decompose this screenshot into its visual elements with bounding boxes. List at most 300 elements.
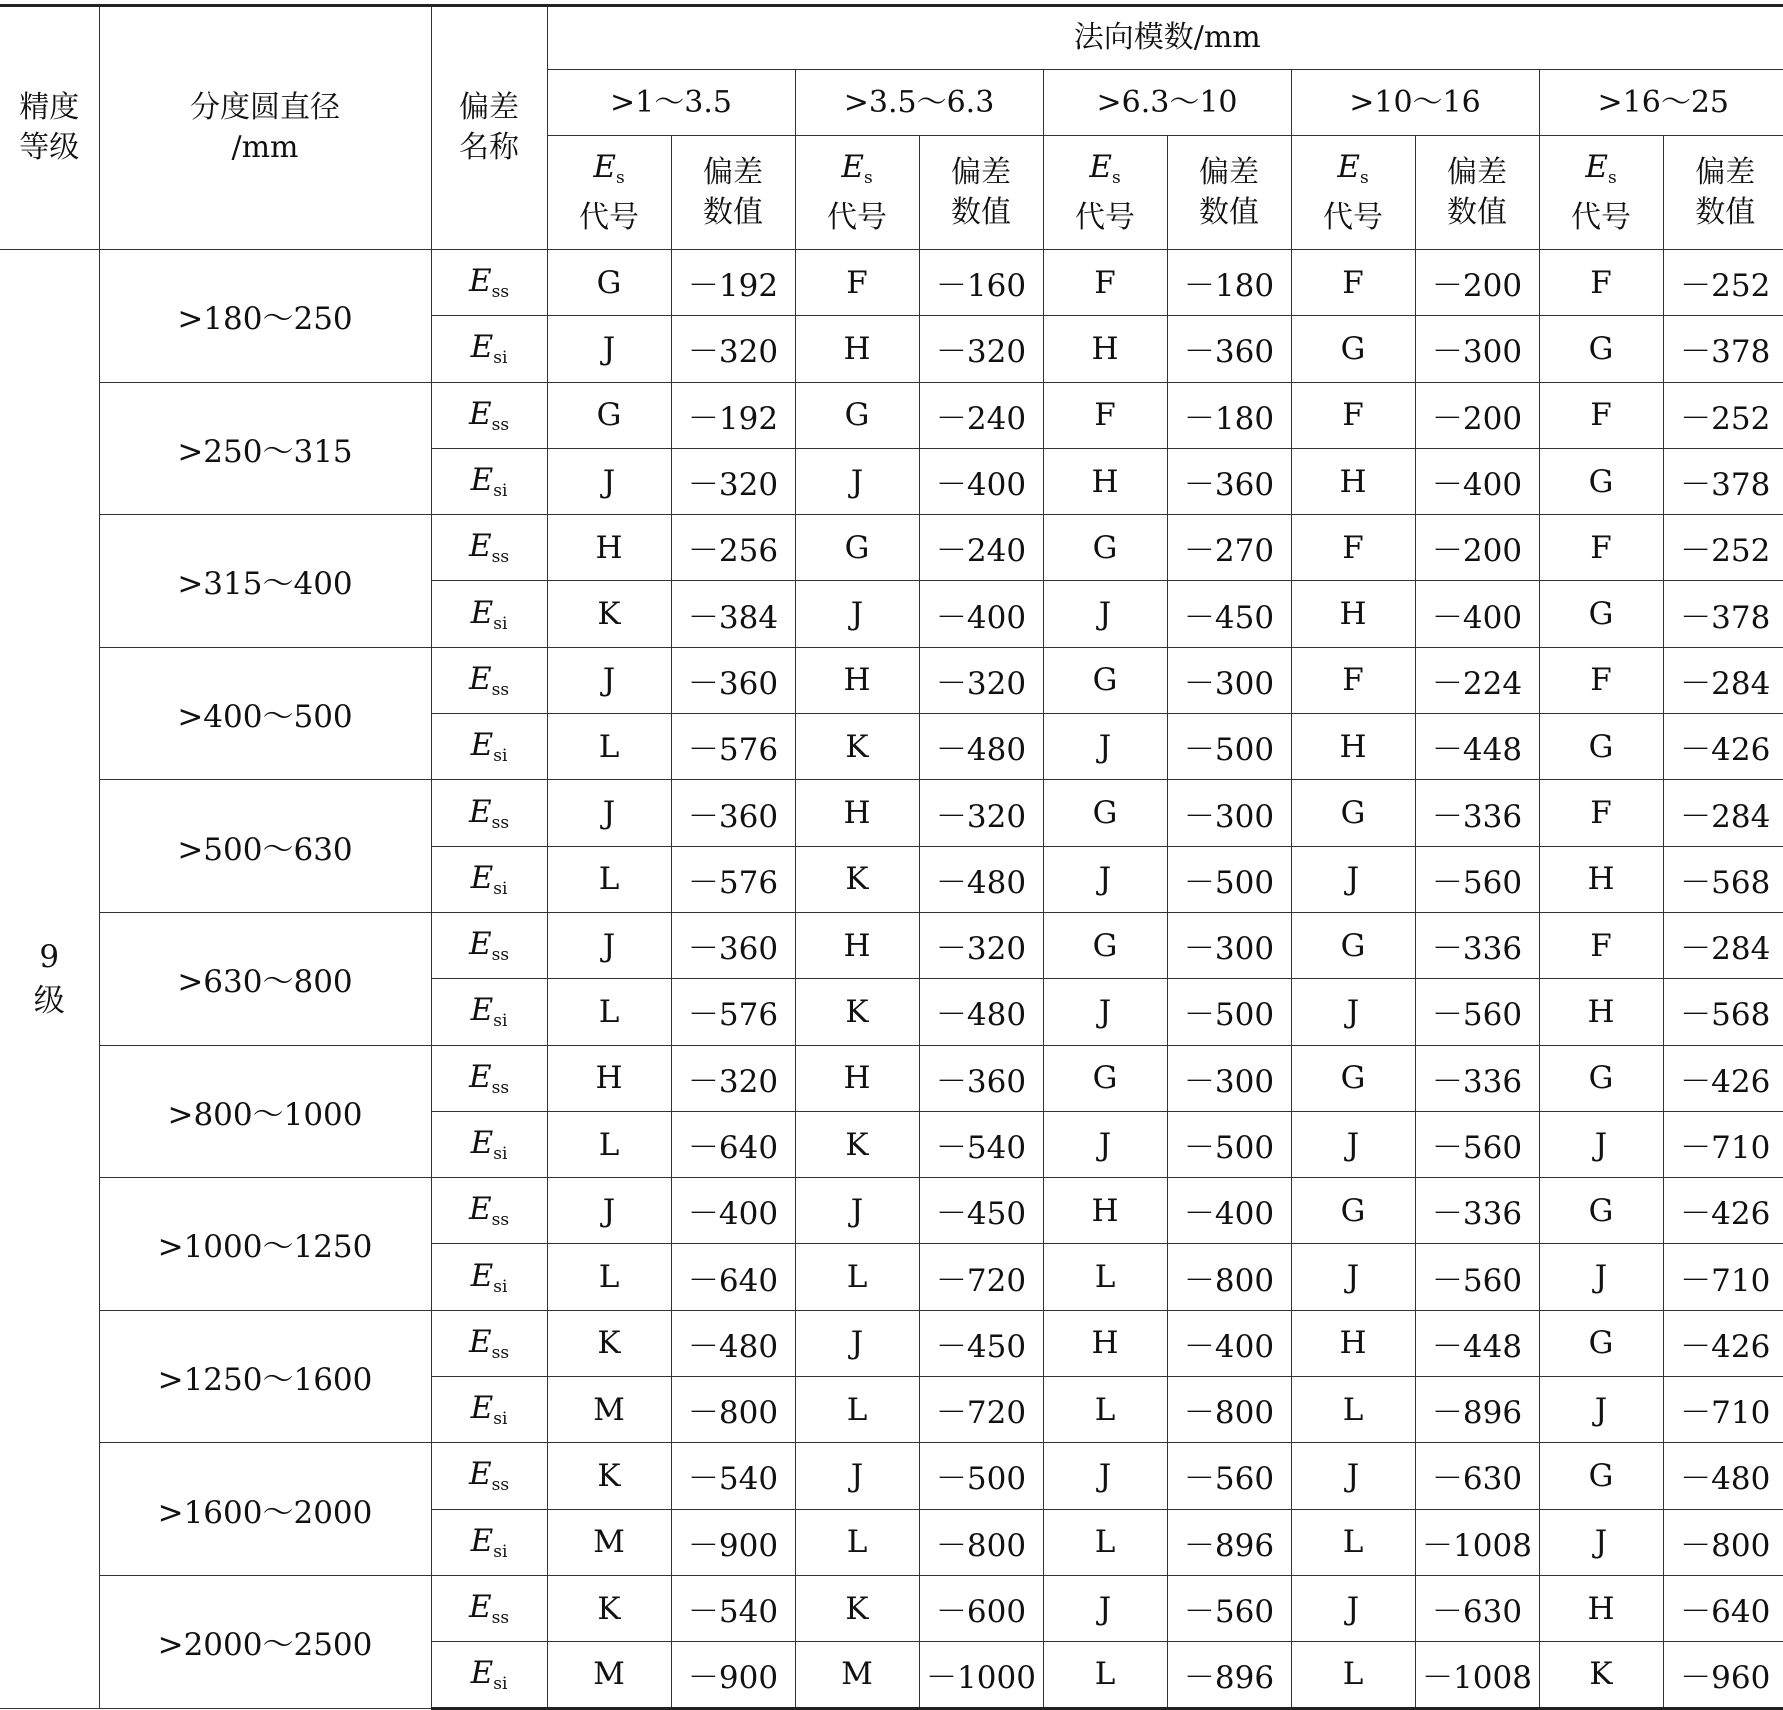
deviation-value-cell: －568: [1663, 846, 1783, 912]
deviation-name-cell: $E_{ss}$: [431, 1443, 547, 1509]
header-code-symbol: $E_s$: [593, 149, 625, 188]
deviation-value-cell: －630: [1415, 1443, 1539, 1509]
deviation-code-cell: K: [547, 1443, 671, 1509]
deviation-value-cell: －252: [1663, 382, 1783, 448]
header-code-symbol: $E_s$: [1337, 149, 1369, 188]
deviation-value-cell: －426: [1663, 1045, 1783, 1111]
deviation-value-cell: －480: [919, 846, 1043, 912]
deviation-value-cell: －480: [919, 714, 1043, 780]
deviation-value-cell: －710: [1663, 1377, 1783, 1443]
deviation-value-cell: －360: [671, 912, 795, 978]
deviation-code-cell: K: [795, 1111, 919, 1177]
deviation-value-cell: －400: [919, 581, 1043, 647]
deviation-code-cell: F: [1291, 647, 1415, 713]
deviation-value-cell: －560: [1415, 846, 1539, 912]
deviation-value-cell: －900: [671, 1509, 795, 1575]
header-precision-grade: 精度等级: [0, 6, 99, 250]
deviation-code-cell: L: [795, 1244, 919, 1310]
deviation-code-cell: L: [547, 846, 671, 912]
deviation-code-cell: H: [795, 316, 919, 382]
deviation-code-cell: J: [1043, 1443, 1167, 1509]
deviation-code-cell: F: [1043, 250, 1167, 316]
deviation-code-cell: G: [1539, 1310, 1663, 1376]
pitch-diameter-cell: >800～1000: [99, 1045, 431, 1178]
deviation-value-cell: －800: [919, 1509, 1043, 1575]
deviation-code-cell: H: [795, 647, 919, 713]
deviation-value-cell: －896: [1415, 1377, 1539, 1443]
deviation-value-cell: －336: [1415, 912, 1539, 978]
deviation-value-cell: －480: [671, 1310, 795, 1376]
deviation-value-cell: －320: [671, 1045, 795, 1111]
deviation-code-cell: H: [1291, 448, 1415, 514]
header-value: 偏差数值: [671, 136, 795, 250]
deviation-code-cell: G: [1539, 714, 1663, 780]
deviation-name-cell: $E_{si}$: [431, 1377, 547, 1443]
deviation-value-cell: －320: [919, 316, 1043, 382]
pitch-diameter-cell: >180～250: [99, 250, 431, 383]
deviation-code-cell: L: [547, 1244, 671, 1310]
deviation-name-cell: $E_{ss}$: [431, 1178, 547, 1244]
deviation-code-cell: F: [1539, 912, 1663, 978]
deviation-code-cell: G: [1291, 1045, 1415, 1111]
deviation-name-cell: $E_{si}$: [431, 448, 547, 514]
deviation-code-cell: H: [1539, 979, 1663, 1045]
deviation-value-cell: －1008: [1415, 1509, 1539, 1575]
deviation-code-cell: G: [1043, 515, 1167, 581]
deviation-code-cell: H: [1291, 1310, 1415, 1376]
deviation-name-cell: $E_{ss}$: [431, 780, 547, 846]
deviation-code-cell: J: [795, 1443, 919, 1509]
deviation-code-cell: J: [1043, 846, 1167, 912]
pitch-diameter-cell: >400～500: [99, 647, 431, 780]
deviation-code-cell: L: [795, 1377, 919, 1443]
deviation-value-cell: －200: [1415, 515, 1539, 581]
deviation-value-cell: －284: [1663, 780, 1783, 846]
table-body: [0, 250, 1783, 1709]
deviation-value-cell: －378: [1663, 581, 1783, 647]
deviation-value-cell: －896: [1167, 1509, 1291, 1575]
deviation-value-cell: －360: [671, 647, 795, 713]
header-value: 偏差数值: [1415, 136, 1539, 250]
deviation-value-cell: －300: [1415, 316, 1539, 382]
deviation-value-cell: －900: [671, 1642, 795, 1708]
table-row: [0, 780, 1783, 846]
deviation-value-cell: －560: [1167, 1575, 1291, 1641]
header-module-range: >3.5～6.3: [795, 70, 1043, 136]
deviation-name-cell: $E_{ss}$: [431, 250, 547, 316]
deviation-name-cell: $E_{ss}$: [431, 515, 547, 581]
deviation-code-cell: L: [1043, 1509, 1167, 1575]
header-code: [547, 136, 671, 250]
deviation-value-cell: －320: [671, 316, 795, 382]
deviation-value-cell: －710: [1663, 1111, 1783, 1177]
deviation-value-cell: －200: [1415, 382, 1539, 448]
deviation-code-cell: H: [547, 515, 671, 581]
deviation-value-cell: －500: [1167, 1111, 1291, 1177]
header-normal-module: 法向模数/mm: [547, 6, 1783, 70]
header-code-symbol: $E_s$: [841, 149, 873, 188]
deviation-value-cell: －560: [1167, 1443, 1291, 1509]
header-code: [1043, 136, 1167, 250]
deviation-code-cell: G: [1291, 780, 1415, 846]
header-deviation-name: 偏差名称: [431, 6, 547, 250]
deviation-name-cell: $E_{si}$: [431, 1642, 547, 1708]
deviation-value-cell: －426: [1663, 1178, 1783, 1244]
deviation-table: [0, 4, 1783, 1710]
deviation-code-cell: G: [1291, 1178, 1415, 1244]
table-row: [0, 250, 1783, 316]
deviation-code-cell: K: [795, 846, 919, 912]
deviation-code-cell: H: [1539, 1575, 1663, 1641]
deviation-code-cell: F: [1539, 647, 1663, 713]
deviation-name-cell: $E_{si}$: [431, 1509, 547, 1575]
deviation-name-cell: $E_{si}$: [431, 316, 547, 382]
deviation-code-cell: L: [547, 714, 671, 780]
deviation-code-cell: J: [547, 1178, 671, 1244]
header-module-range: >10～16: [1291, 70, 1539, 136]
deviation-value-cell: －500: [1167, 714, 1291, 780]
deviation-code-cell: G: [1291, 912, 1415, 978]
deviation-code-cell: L: [1043, 1244, 1167, 1310]
deviation-name-cell: $E_{ss}$: [431, 1575, 547, 1641]
header-value: 偏差数值: [919, 136, 1043, 250]
deviation-code-cell: H: [1291, 581, 1415, 647]
header-value: 偏差数值: [1167, 136, 1291, 250]
deviation-code-cell: K: [795, 714, 919, 780]
deviation-code-cell: F: [1043, 382, 1167, 448]
deviation-code-cell: G: [795, 382, 919, 448]
deviation-value-cell: －320: [919, 912, 1043, 978]
deviation-code-cell: J: [547, 780, 671, 846]
deviation-code-cell: L: [795, 1509, 919, 1575]
deviation-code-cell: L: [1043, 1642, 1167, 1708]
deviation-code-cell: J: [1291, 1443, 1415, 1509]
deviation-value-cell: －720: [919, 1244, 1043, 1310]
deviation-name-cell: $E_{si}$: [431, 1244, 547, 1310]
pitch-diameter-cell: >315～400: [99, 515, 431, 648]
deviation-code-cell: F: [1291, 250, 1415, 316]
deviation-code-cell: J: [1043, 979, 1167, 1045]
deviation-code-cell: M: [547, 1377, 671, 1443]
deviation-code-cell: H: [1043, 1178, 1167, 1244]
deviation-name-cell: $E_{si}$: [431, 979, 547, 1045]
deviation-value-cell: －426: [1663, 714, 1783, 780]
deviation-code-cell: J: [1539, 1244, 1663, 1310]
deviation-value-cell: －192: [671, 250, 795, 316]
deviation-code-cell: F: [1291, 515, 1415, 581]
deviation-value-cell: －720: [919, 1377, 1043, 1443]
deviation-value-cell: －480: [1663, 1443, 1783, 1509]
precision-grade-char: 级: [33, 982, 65, 1019]
deviation-code-cell: F: [1539, 382, 1663, 448]
deviation-value-cell: －320: [919, 647, 1043, 713]
deviation-value-cell: －252: [1663, 250, 1783, 316]
deviation-code-cell: J: [1291, 846, 1415, 912]
deviation-value-cell: －320: [671, 448, 795, 514]
deviation-code-cell: G: [1539, 1045, 1663, 1111]
deviation-code-cell: H: [1291, 714, 1415, 780]
deviation-value-cell: －400: [919, 448, 1043, 514]
deviation-code-cell: G: [1539, 581, 1663, 647]
table-row: [0, 1443, 1783, 1509]
deviation-value-cell: －284: [1663, 647, 1783, 713]
deviation-value-cell: －400: [1415, 581, 1539, 647]
deviation-code-cell: J: [1043, 1111, 1167, 1177]
deviation-value-cell: －160: [919, 250, 1043, 316]
deviation-name-cell: $E_{si}$: [431, 1111, 547, 1177]
pitch-diameter-cell: >500～630: [99, 780, 431, 913]
deviation-code-cell: J: [1291, 1111, 1415, 1177]
deviation-value-cell: －576: [671, 714, 795, 780]
deviation-code-cell: G: [1539, 448, 1663, 514]
deviation-value-cell: －252: [1663, 515, 1783, 581]
deviation-code-cell: J: [1539, 1111, 1663, 1177]
header-module-range: >6.3～10: [1043, 70, 1291, 136]
deviation-code-cell: J: [1043, 1575, 1167, 1641]
deviation-value-cell: －800: [671, 1377, 795, 1443]
table-row: [0, 647, 1783, 713]
deviation-code-cell: H: [1043, 448, 1167, 514]
header-value: 偏差数值: [1663, 136, 1783, 250]
deviation-name-cell: $E_{ss}$: [431, 647, 547, 713]
deviation-code-cell: J: [1291, 1575, 1415, 1641]
deviation-value-cell: －500: [1167, 979, 1291, 1045]
deviation-code-cell: M: [795, 1642, 919, 1708]
deviation-code-cell: L: [547, 1111, 671, 1177]
deviation-value-cell: －800: [1663, 1509, 1783, 1575]
pitch-diameter-cell: >1000～1250: [99, 1178, 431, 1311]
deviation-code-cell: K: [547, 1575, 671, 1641]
deviation-value-cell: －360: [671, 780, 795, 846]
deviation-value-cell: －192: [671, 382, 795, 448]
table-row: [0, 1178, 1783, 1244]
deviation-code-cell: G: [1539, 1178, 1663, 1244]
deviation-code-cell: J: [1043, 581, 1167, 647]
deviation-value-cell: －640: [1663, 1575, 1783, 1641]
deviation-value-cell: －560: [1415, 1244, 1539, 1310]
deviation-code-cell: H: [795, 1045, 919, 1111]
deviation-value-cell: －400: [1167, 1178, 1291, 1244]
deviation-code-cell: G: [1043, 780, 1167, 846]
deviation-code-cell: G: [795, 515, 919, 581]
header-code-symbol: $E_s$: [1585, 149, 1617, 188]
deviation-name-cell: $E_{ss}$: [431, 912, 547, 978]
deviation-value-cell: －800: [1167, 1377, 1291, 1443]
deviation-code-cell: M: [547, 1642, 671, 1708]
precision-grade-number: 9: [39, 938, 60, 975]
deviation-code-cell: H: [795, 780, 919, 846]
deviation-value-cell: －400: [1415, 448, 1539, 514]
deviation-code-cell: H: [795, 912, 919, 978]
deviation-value-cell: －450: [1167, 581, 1291, 647]
header-code: [1539, 136, 1663, 250]
deviation-value-cell: －336: [1415, 1045, 1539, 1111]
deviation-code-cell: J: [547, 316, 671, 382]
deviation-value-cell: －960: [1663, 1642, 1783, 1708]
deviation-value-cell: －1000: [919, 1642, 1043, 1708]
deviation-code-cell: F: [795, 250, 919, 316]
deviation-code-cell: G: [547, 250, 671, 316]
pitch-diameter-cell: >250～315: [99, 382, 431, 515]
deviation-code-cell: K: [547, 581, 671, 647]
deviation-name-cell: $E_{ss}$: [431, 1045, 547, 1111]
table-header: [0, 6, 1783, 250]
deviation-value-cell: －540: [671, 1575, 795, 1641]
header-code-label: 代号: [1323, 200, 1383, 235]
deviation-code-cell: G: [547, 382, 671, 448]
deviation-code-cell: J: [1539, 1377, 1663, 1443]
header-pitch-diameter: 分度圆直径 /mm: [99, 6, 431, 250]
deviation-code-cell: J: [547, 912, 671, 978]
deviation-value-cell: －270: [1167, 515, 1291, 581]
deviation-value-cell: －500: [1167, 846, 1291, 912]
deviation-value-cell: －540: [671, 1443, 795, 1509]
header-code-label: 代号: [827, 200, 887, 235]
header-pitch-diameter-unit: /mm: [231, 130, 299, 165]
deviation-value-cell: －336: [1415, 1178, 1539, 1244]
deviation-code-cell: J: [795, 1310, 919, 1376]
deviation-name-cell: $E_{si}$: [431, 581, 547, 647]
deviation-name-cell: $E_{ss}$: [431, 1310, 547, 1376]
deviation-value-cell: －800: [1167, 1244, 1291, 1310]
deviation-value-cell: －256: [671, 515, 795, 581]
deviation-code-cell: J: [1539, 1509, 1663, 1575]
deviation-value-cell: －896: [1167, 1642, 1291, 1708]
deviation-value-cell: －640: [671, 1244, 795, 1310]
pitch-diameter-cell: >2000～2500: [99, 1575, 431, 1708]
deviation-code-cell: K: [1539, 1642, 1663, 1708]
deviation-value-cell: －336: [1415, 780, 1539, 846]
deviation-value-cell: －284: [1663, 912, 1783, 978]
deviation-value-cell: －300: [1167, 912, 1291, 978]
deviation-value-cell: －240: [919, 515, 1043, 581]
header-code-symbol: $E_s$: [1089, 149, 1121, 188]
pitch-diameter-cell: >1250～1600: [99, 1310, 431, 1443]
deviation-value-cell: －568: [1663, 979, 1783, 1045]
deviation-value-cell: －1008: [1415, 1642, 1539, 1708]
deviation-value-cell: －240: [919, 382, 1043, 448]
deviation-value-cell: －450: [919, 1310, 1043, 1376]
deviation-value-cell: －640: [671, 1111, 795, 1177]
table-row: [0, 515, 1783, 581]
deviation-value-cell: －300: [1167, 1045, 1291, 1111]
deviation-value-cell: －630: [1415, 1575, 1539, 1641]
header-code-label: 代号: [579, 200, 639, 235]
deviation-value-cell: －360: [919, 1045, 1043, 1111]
deviation-code-cell: H: [547, 1045, 671, 1111]
deviation-code-cell: L: [1291, 1509, 1415, 1575]
deviation-code-cell: G: [1539, 1443, 1663, 1509]
deviation-code-cell: K: [795, 1575, 919, 1641]
deviation-value-cell: －300: [1167, 647, 1291, 713]
deviation-code-cell: L: [1291, 1642, 1415, 1708]
deviation-code-cell: J: [795, 448, 919, 514]
deviation-code-cell: F: [1539, 250, 1663, 316]
deviation-value-cell: －360: [1167, 448, 1291, 514]
deviation-code-cell: K: [547, 1310, 671, 1376]
deviation-value-cell: －710: [1663, 1244, 1783, 1310]
precision-grade-cell: [0, 250, 99, 1709]
deviation-value-cell: －500: [919, 1443, 1043, 1509]
deviation-code-cell: L: [547, 979, 671, 1045]
deviation-code-cell: G: [1043, 912, 1167, 978]
header-code-label: 代号: [1571, 200, 1631, 235]
pitch-diameter-cell: >630～800: [99, 912, 431, 1045]
deviation-value-cell: －360: [1167, 316, 1291, 382]
deviation-value-cell: －448: [1415, 714, 1539, 780]
deviation-code-cell: J: [1291, 979, 1415, 1045]
deviation-code-cell: G: [1539, 316, 1663, 382]
deviation-code-cell: M: [547, 1509, 671, 1575]
table-row: [0, 1575, 1783, 1641]
deviation-code-cell: F: [1539, 515, 1663, 581]
deviation-value-cell: －400: [671, 1178, 795, 1244]
table-row: [0, 1045, 1783, 1111]
deviation-value-cell: －450: [919, 1178, 1043, 1244]
deviation-value-cell: －576: [671, 846, 795, 912]
deviation-value-cell: －300: [1167, 780, 1291, 846]
deviation-name-cell: $E_{si}$: [431, 714, 547, 780]
deviation-code-cell: H: [1043, 1310, 1167, 1376]
deviation-value-cell: －180: [1167, 382, 1291, 448]
deviation-value-cell: －426: [1663, 1310, 1783, 1376]
deviation-code-cell: J: [547, 448, 671, 514]
deviation-value-cell: －576: [671, 979, 795, 1045]
deviation-code-cell: H: [1043, 316, 1167, 382]
deviation-value-cell: －378: [1663, 316, 1783, 382]
deviation-value-cell: －560: [1415, 1111, 1539, 1177]
deviation-value-cell: －200: [1415, 250, 1539, 316]
deviation-code-cell: G: [1291, 316, 1415, 382]
deviation-code-cell: L: [1043, 1377, 1167, 1443]
deviation-value-cell: －400: [1167, 1310, 1291, 1376]
deviation-code-cell: J: [1043, 714, 1167, 780]
deviation-name-cell: $E_{si}$: [431, 846, 547, 912]
deviation-value-cell: －448: [1415, 1310, 1539, 1376]
header-module-range: >1～3.5: [547, 70, 795, 136]
deviation-value-cell: －600: [919, 1575, 1043, 1641]
deviation-code-cell: J: [547, 647, 671, 713]
header-code-label: 代号: [1075, 200, 1135, 235]
header-code: [1291, 136, 1415, 250]
deviation-code-cell: F: [1539, 780, 1663, 846]
deviation-code-cell: G: [1043, 647, 1167, 713]
deviation-code-cell: J: [1291, 1244, 1415, 1310]
deviation-code-cell: F: [1291, 382, 1415, 448]
table-row: [0, 1310, 1783, 1376]
header-module-range: >16～25: [1539, 70, 1783, 136]
deviation-code-cell: J: [795, 581, 919, 647]
deviation-code-cell: K: [795, 979, 919, 1045]
deviation-value-cell: －224: [1415, 647, 1539, 713]
header-code: [795, 136, 919, 250]
deviation-value-cell: －378: [1663, 448, 1783, 514]
pitch-diameter-cell: >1600～2000: [99, 1443, 431, 1576]
deviation-code-cell: L: [1291, 1377, 1415, 1443]
deviation-value-cell: －320: [919, 780, 1043, 846]
table-row: [0, 912, 1783, 978]
deviation-code-cell: G: [1043, 1045, 1167, 1111]
deviation-value-cell: －384: [671, 581, 795, 647]
deviation-code-cell: H: [1539, 846, 1663, 912]
table-row: [0, 382, 1783, 448]
deviation-value-cell: －480: [919, 979, 1043, 1045]
deviation-value-cell: －560: [1415, 979, 1539, 1045]
deviation-value-cell: －180: [1167, 250, 1291, 316]
deviation-code-cell: J: [795, 1178, 919, 1244]
deviation-value-cell: －540: [919, 1111, 1043, 1177]
deviation-name-cell: $E_{ss}$: [431, 382, 547, 448]
